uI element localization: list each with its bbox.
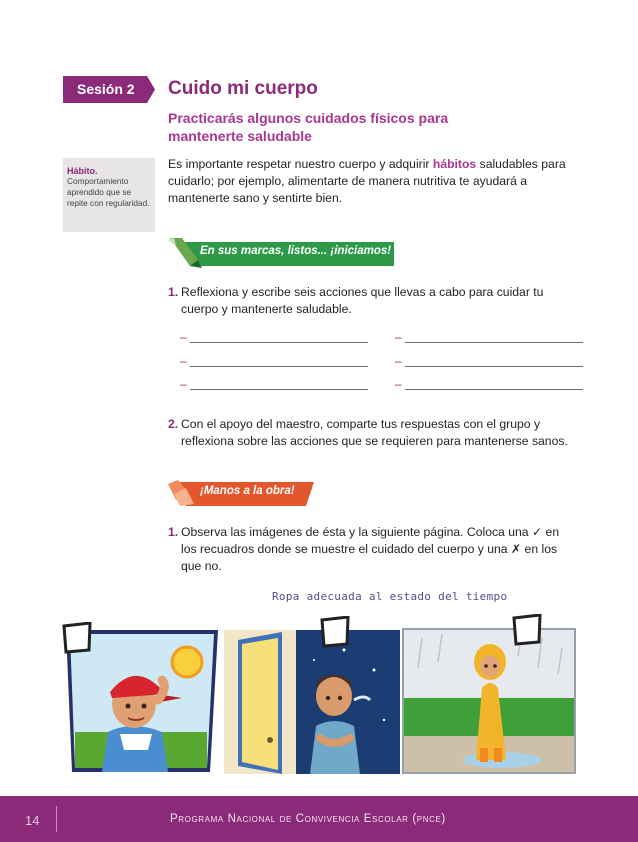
banner-start-text: En sus marcas, listos... ¡iniciamos!	[200, 245, 392, 257]
item-number: 2.	[168, 417, 179, 431]
item-text: Observa las imágenes de ésta y la siguiente página. Coloca una ✓ en los recuadros donde se muestre el cuidado del cuerpo y una ✗ en los que no.	[181, 525, 560, 573]
check-box-1[interactable]	[62, 622, 92, 654]
item-text: Reflexiona y escribe seis acciones que llevas a cabo para cuidar tu cuerpo y mantenerte saludable.	[181, 285, 544, 316]
banner-start	[168, 238, 394, 268]
intro-highlight: hábitos	[432, 157, 477, 171]
check-box-2[interactable]	[320, 616, 350, 648]
banner-hands	[168, 478, 314, 508]
intro-before: Es importante respetar nuestro cuerpo y adquirir	[168, 157, 433, 171]
check-box-3[interactable]	[512, 614, 542, 646]
intro-after: saludables para cuidarlo; por ejemplo, alimentarte de manera nutritiva te ayudará a mantenerte sano y sentirte bien.	[168, 157, 566, 205]
session-label: Sesión 2	[77, 81, 135, 97]
page-footer	[0, 796, 638, 842]
answer-line-3[interactable]: –	[180, 356, 368, 369]
banner-hands-text: ¡Manos a la obra!	[200, 485, 295, 497]
activity1-item1	[168, 284, 578, 318]
activity1-item2	[168, 416, 578, 450]
girl-rain-illustration	[402, 628, 576, 774]
empty-box-icon	[320, 616, 350, 648]
boy-door-illustration	[224, 630, 400, 774]
picture-boy-door	[224, 630, 400, 774]
item-number: 1.	[168, 285, 179, 299]
answer-line-5[interactable]: –	[180, 379, 368, 392]
glossary-term: Hábito.	[67, 166, 98, 176]
item-number: 1.	[168, 525, 179, 539]
session-title: Cuido mi cuerpo	[168, 78, 318, 99]
empty-box-icon	[512, 614, 542, 646]
answer-line-6[interactable]: –	[395, 379, 583, 392]
empty-box-icon	[62, 622, 92, 654]
glossary-box	[63, 158, 155, 232]
session-tab	[63, 76, 155, 103]
intro-paragraph	[168, 156, 578, 207]
activity2-item1	[168, 524, 578, 575]
answer-line-1[interactable]: –	[180, 332, 368, 345]
image-caption: Ropa adecuada al estado del tiempo	[272, 590, 508, 603]
session-subtitle: Practicarás algunos cuidados físicos para mantenerte saludable	[168, 110, 449, 144]
answer-line-4[interactable]: –	[395, 356, 583, 369]
page-number: 14	[25, 813, 40, 828]
glossary-definition: Comportamiento aprendido que se repite con regularidad.	[67, 176, 150, 208]
footer-divider	[56, 806, 57, 832]
answer-line-2[interactable]: –	[395, 332, 583, 345]
picture-girl-rain	[402, 628, 576, 774]
program-name: Programa Nacional de Convivencia Escolar (pnce)	[170, 813, 446, 825]
item-text: Con el apoyo del maestro, comparte tus respuestas con el grupo y reflexiona sobre las acciones que se requieren para mantenerse sanos.	[181, 417, 568, 448]
